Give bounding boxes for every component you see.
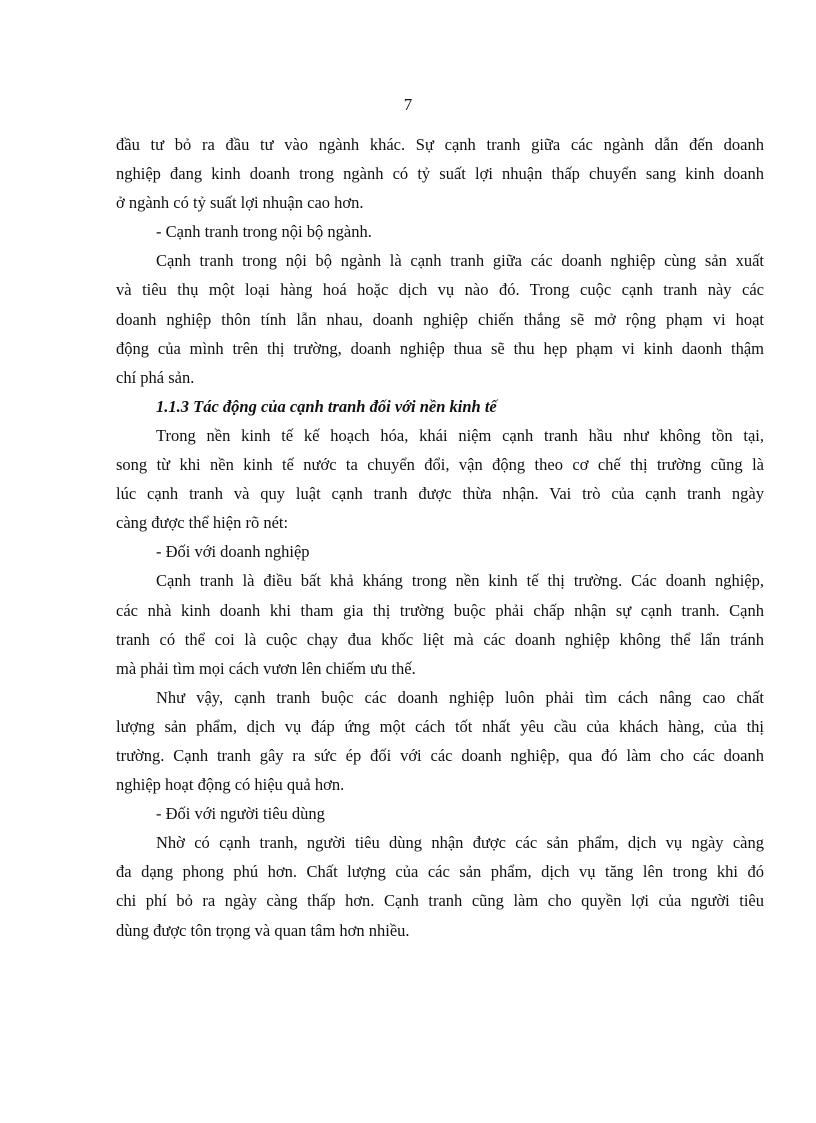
text-line: các nhà kinh doanh khi tham gia thị trường buộc phải chấp nhận sự cạnh tranh. Cạnh xyxy=(116,600,764,620)
text-line: lúc cạnh tranh và quy luật cạnh tranh được thừa nhận. Vai trò của cạnh tranh ngày xyxy=(116,484,764,504)
paragraph xyxy=(116,537,764,566)
text-line: - Cạnh tranh trong nội bộ ngành. xyxy=(156,222,372,242)
text-line: càng được thể hiện rõ nét: xyxy=(116,513,289,533)
section-heading xyxy=(116,392,764,421)
document-body xyxy=(116,130,764,945)
text-line: chi phí bỏ ra ngày càng thấp hơn. Cạnh tranh cũng làm cho quyền lợi của người tiêu xyxy=(116,891,764,911)
text-line: nghiệp đang kinh doanh trong ngành có tỷ suất lợi nhuận thấp chuyển sang kinh doanh xyxy=(116,164,764,184)
text-line: ở ngành có tỷ suất lợi nhuận cao hơn. xyxy=(116,193,364,213)
paragraph xyxy=(116,421,764,537)
text-line: song từ khi nền kinh tế nước ta chuyển đổi, vận động theo cơ chế thị trường cũng là xyxy=(116,455,764,475)
page-number: 7 xyxy=(403,95,413,114)
text-line: tranh có thể coi là cuộc chạy đua khốc liệt mà các doanh nghiệp không thể lẩn tránh xyxy=(116,629,764,649)
text-line: doanh nghiệp thôn tính lẫn nhau, doanh nghiệp chiến thắng sẽ mở rộng phạm vi hoạt xyxy=(116,309,764,329)
text-line: đa dạng phong phú hơn. Chất lượng của các sản phẩm, dịch vụ tăng lên trong khi đó xyxy=(116,862,764,882)
text-line: Cạnh tranh là điều bất khả kháng trong nền kinh tế thị trường. Các doanh nghiệp, xyxy=(156,571,764,591)
text-line: - Đối với doanh nghiệp xyxy=(156,542,310,562)
text-line: lượng sản phẩm, dịch vụ đáp ứng một cách tốt nhất yêu cầu của khách hàng, của thị xyxy=(116,716,764,736)
heading-line: 1.1.3 Tác động của cạnh tranh đối với nền kinh tế xyxy=(156,396,497,416)
text-line: Như vậy, cạnh tranh buộc các doanh nghiệp luôn phải tìm cách nâng cao chất xyxy=(156,687,764,707)
text-line: Cạnh tranh trong nội bộ ngành là cạnh tranh giữa các doanh nghiệp cùng sản xuất xyxy=(156,251,764,271)
paragraph xyxy=(116,566,764,682)
text-line: mà phải tìm mọi cách vươn lên chiếm ưu thế. xyxy=(116,658,416,678)
text-line: - Đối với người tiêu dùng xyxy=(156,804,325,824)
paragraph xyxy=(116,683,764,799)
paragraph xyxy=(116,246,764,391)
text-line: nghiệp hoạt động có hiệu quả hơn. xyxy=(116,775,345,795)
text-line: chí phá sản. xyxy=(116,367,195,387)
text-line: đầu tư bỏ ra đầu tư vào ngành khác. Sự cạnh tranh giữa các ngành dẫn đến doanh xyxy=(116,135,764,154)
paragraph xyxy=(116,799,764,828)
text-line: trường. Cạnh tranh gây ra sức ép đối với các doanh nghiệp, qua đó làm cho các doanh xyxy=(116,745,764,765)
text-line: Trong nền kinh tế kế hoạch hóa, khái niệm cạnh tranh hầu như không tồn tại, xyxy=(156,425,764,445)
text-line: Nhờ có cạnh tranh, người tiêu dùng nhận được các sản phẩm, dịch vụ ngày càng xyxy=(156,833,764,853)
paragraph xyxy=(116,828,764,944)
text-line: dùng được tôn trọng và quan tâm hơn nhiều. xyxy=(116,920,410,940)
text-line: động của mình trên thị trường, doanh nghiệp thua sẽ thu hẹp phạm vi kinh daonh thậm xyxy=(116,338,764,358)
text-line: và tiêu thụ một loại hàng hoá hoặc dịch vụ nào đó. Trong cuộc cạnh tranh này các xyxy=(116,280,764,300)
paragraph xyxy=(116,130,764,217)
paragraph xyxy=(116,217,764,246)
